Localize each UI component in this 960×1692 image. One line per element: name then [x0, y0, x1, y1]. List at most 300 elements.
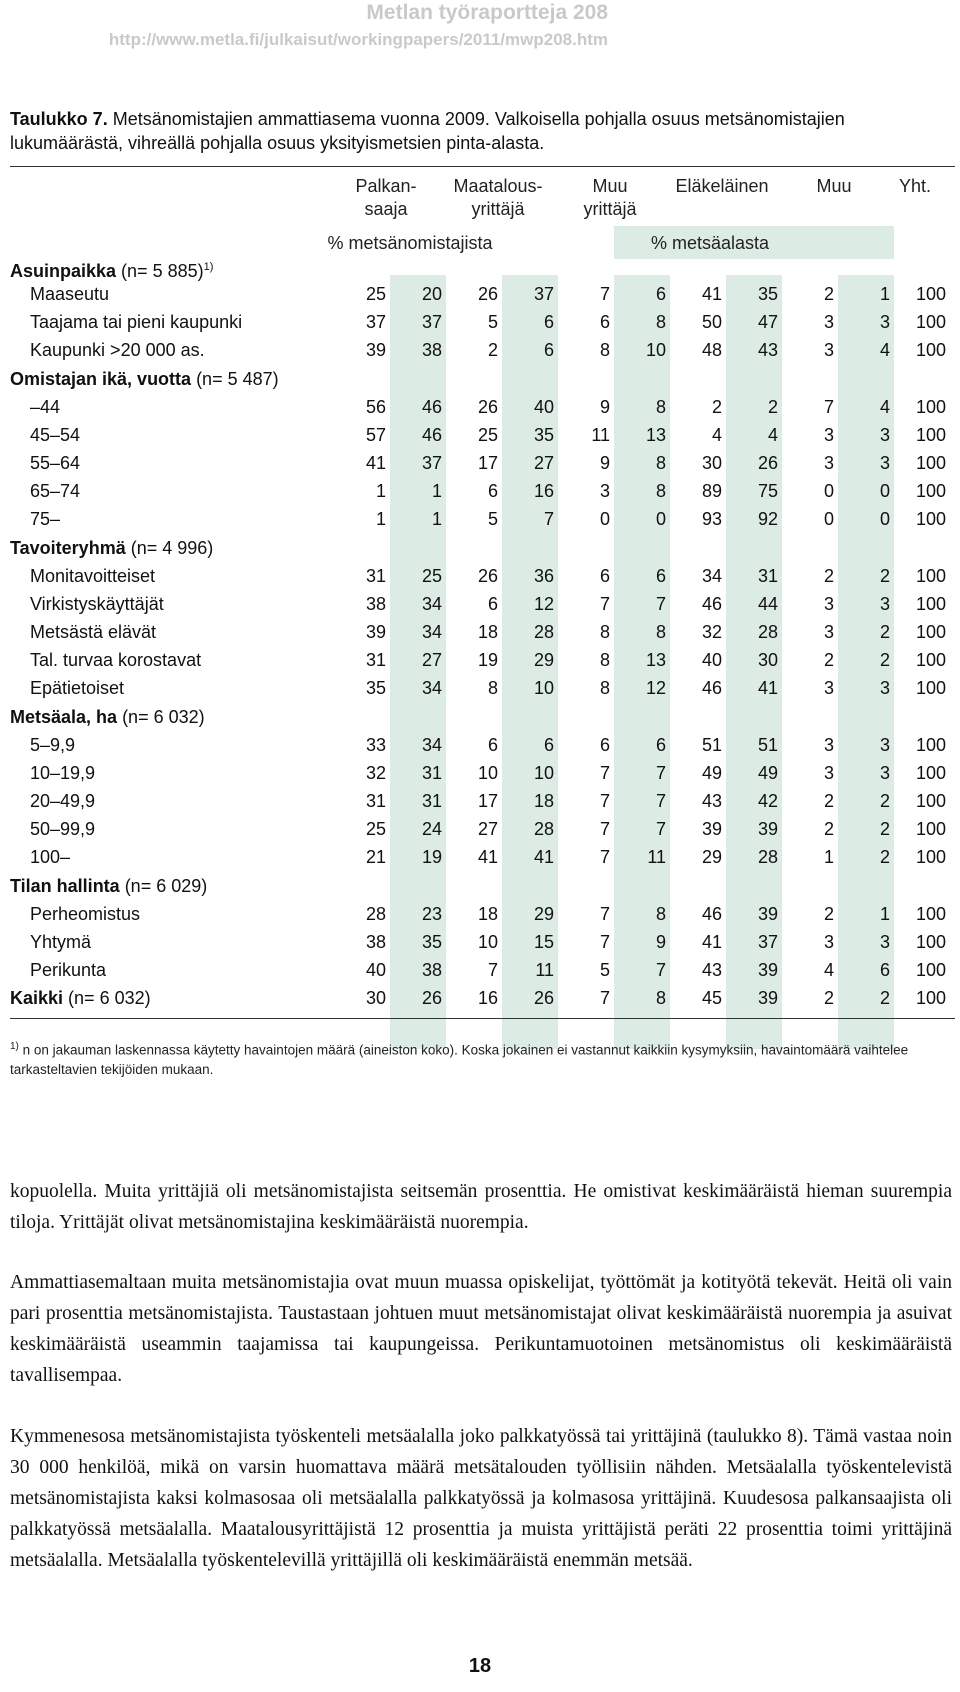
table-cell: 3 [879, 734, 890, 755]
table-footnote [10, 1037, 955, 1079]
table-cell: 38 [365, 593, 386, 614]
table-cell: 17 [477, 453, 498, 474]
table-cell: 1 [375, 481, 386, 502]
series-title: Metlan työraportteja 208 [366, 1, 608, 24]
table-cell: 7 [599, 988, 610, 1009]
table-cell: 33 [365, 734, 386, 755]
table-cell: 3 [823, 593, 834, 614]
table-cell: 5 [487, 312, 498, 333]
table-cell: 6 [543, 734, 554, 755]
table-cell: 41 [365, 453, 386, 474]
table-cell: 3 [879, 593, 890, 614]
table-cell: 100 [915, 903, 946, 924]
table-cell: 7 [599, 903, 610, 924]
table-cell: 6 [543, 312, 554, 333]
table-cell: 32 [365, 762, 386, 783]
table-cell: 9 [599, 453, 610, 474]
footnote-mark: 1) [10, 1041, 19, 1052]
table-cell: 39 [757, 988, 778, 1009]
table-cell: 0 [879, 509, 890, 530]
table-cell: 38 [421, 960, 442, 981]
table-cell: 25 [365, 819, 386, 840]
table-cell: 50 [701, 312, 722, 333]
column-header: Yht. [898, 176, 932, 196]
table-cell: 31 [365, 650, 386, 671]
footnote-text: n on jakauman laskennassa käytetty havaintojen määrä (aineiston koko). Koska jokainen ei vastannut kaikkiin kysymyksiin, havaintomäärä vaihtelee tarkasteltavien tekijöiden mukaan. [10, 1042, 909, 1077]
table-cell: 7 [599, 931, 610, 952]
table-row-label: Maaseutu [30, 284, 110, 304]
table-cell: 100 [915, 284, 946, 304]
table-cell: 3 [879, 931, 890, 952]
table-cell: 31 [421, 791, 442, 812]
table-row-label: 55–64 [30, 453, 81, 474]
table-row-label: Perheomistus [30, 903, 141, 924]
table-cell: 18 [477, 903, 498, 924]
table-cell: 25 [421, 565, 442, 586]
table-cell: 26 [477, 284, 498, 304]
table-cell: 30 [757, 650, 778, 671]
group-sample-size: (n= 5 487) [191, 368, 279, 389]
table-row-label: 5–9,9 [30, 734, 76, 755]
table-cell: 2 [879, 847, 890, 868]
table-cell: 24 [421, 819, 442, 840]
table-cell: 8 [655, 481, 666, 502]
table-cell: 1 [879, 284, 890, 304]
table-cell: 2 [823, 284, 834, 304]
table-cell: 7 [599, 819, 610, 840]
table-row-label: Tal. turvaa korostavat [30, 650, 202, 671]
table-cell: 19 [477, 650, 498, 671]
table-cell: 2 [879, 650, 890, 671]
table-cell: 1 [431, 509, 442, 530]
table-cell: 51 [757, 734, 778, 755]
table-cell: 1 [375, 509, 386, 530]
table-cell: 0 [655, 509, 666, 530]
table-cell: 8 [599, 340, 610, 361]
table-cell: 3 [823, 453, 834, 474]
table-cell: 1 [823, 847, 834, 868]
table-cell: 7 [599, 791, 610, 812]
table-cell: 2 [711, 396, 722, 417]
table-cell: 6 [599, 734, 610, 755]
table-cell: 3 [823, 678, 834, 699]
table-cell: 42 [757, 791, 778, 812]
table-cell: 17 [477, 791, 498, 812]
table-cell: 18 [477, 622, 498, 643]
table-cell: 89 [701, 481, 722, 502]
table-cell: 100 [915, 650, 946, 671]
table-cell: 1 [879, 903, 890, 924]
table-cell: 31 [757, 565, 778, 586]
table-cell: 34 [421, 593, 442, 614]
table-cell: 48 [701, 340, 722, 361]
table-cell: 7 [655, 791, 666, 812]
table-cell: 7 [655, 593, 666, 614]
table-row-label: 50–99,9 [30, 819, 96, 840]
table-cell: 36 [533, 565, 554, 586]
table-cell: 3 [823, 762, 834, 783]
table-cell: 3 [823, 340, 834, 361]
table-cell: 28 [533, 622, 554, 643]
table-cell: 6 [879, 960, 890, 981]
group-title: Omistajan ikä, vuotta [10, 368, 192, 389]
table-row-label: 65–74 [30, 481, 81, 502]
table-top-rule [10, 166, 955, 167]
table-cell: 6 [487, 593, 498, 614]
table-cell: 26 [757, 453, 778, 474]
group-title: Tilan hallinta [10, 875, 120, 896]
group-header [10, 367, 279, 391]
table-cell: 2 [823, 565, 834, 586]
table-cell: 45 [701, 988, 722, 1009]
table-cell: 7 [599, 762, 610, 783]
table-cell: 49 [701, 762, 722, 783]
table-cell: 15 [533, 931, 554, 952]
total-title: Kaikki [10, 988, 64, 1009]
table-cell: 0 [823, 481, 834, 502]
table-row-label: Virkistyskäyttäjät [30, 593, 164, 614]
table-cell: 100 [915, 340, 946, 361]
table-cell: 46 [421, 396, 442, 417]
table-cell: 100 [915, 791, 946, 812]
table-cell: 100 [915, 847, 946, 868]
table-cell: 11 [647, 847, 666, 868]
footnote-ref: 1) [203, 261, 214, 273]
table-cell: 41 [477, 847, 498, 868]
table-row-label: 10–19,9 [30, 762, 96, 783]
table-cell: 32 [701, 622, 722, 643]
table-cell: 4 [767, 424, 778, 445]
table-cell: 39 [701, 819, 722, 840]
table-cell: 40 [533, 396, 554, 417]
table-cell: 28 [533, 819, 554, 840]
table-cell: 100 [915, 453, 946, 474]
table-cell: 12 [533, 593, 554, 614]
group-header [10, 705, 205, 729]
table-cell: 3 [823, 312, 834, 333]
table-cell: 3 [823, 931, 834, 952]
table-row-label: 20–49,9 [30, 791, 96, 812]
total-sample-size: (n= 6 032) [63, 988, 151, 1009]
table-cell: 38 [365, 931, 386, 952]
subhead-area-percent: % metsäalasta [650, 233, 770, 253]
table-bottom-rule [10, 1018, 955, 1019]
table-cell: 6 [487, 734, 498, 755]
table-cell: 26 [533, 988, 554, 1009]
group-sample-size: (n= 6 029) [119, 875, 208, 896]
table-cell: 3 [879, 453, 890, 474]
column-header: Palkan- saaja [355, 176, 417, 219]
table-cell: 46 [701, 903, 722, 924]
table-cell: 2 [823, 650, 834, 671]
table-cell: 26 [421, 988, 442, 1009]
table-cell: 30 [701, 453, 722, 474]
table-cell: 7 [543, 509, 554, 530]
table-cell: 56 [365, 396, 386, 417]
table-cell: 37 [421, 453, 442, 474]
table-cell: 19 [421, 847, 442, 868]
table-cell: 6 [655, 284, 666, 304]
table-row-label: 75– [30, 509, 61, 530]
table-cell: 43 [757, 340, 778, 361]
table-row-label: Epätietoiset [30, 678, 125, 699]
table-cell: 3 [823, 622, 834, 643]
table-cell: 7 [599, 593, 610, 614]
table-cell: 41 [701, 284, 722, 304]
table-cell: 16 [477, 988, 498, 1009]
table-cell: 8 [599, 622, 610, 643]
table-cell: 18 [533, 791, 554, 812]
table-cell: 43 [701, 791, 722, 812]
table-cell: 8 [655, 988, 666, 1009]
table-cell: 44 [757, 593, 778, 614]
table-cell: 41 [533, 847, 554, 868]
column-header: Eläkeläinen [675, 176, 769, 196]
table-cell: 38 [421, 340, 442, 361]
table-row-label: Monitavoitteiset [30, 565, 156, 586]
table-row-label: 45–54 [30, 424, 81, 445]
table-cell: 16 [533, 481, 554, 502]
table-cell: 4 [711, 424, 722, 445]
table-cell: 13 [645, 424, 666, 445]
table-cell: 100 [915, 593, 946, 614]
table-cell: 100 [915, 678, 946, 699]
subhead-owners-percent: % metsänomistajista [327, 233, 493, 253]
column-header: Muu yrittäjä [583, 176, 637, 219]
table-cell: 100 [915, 762, 946, 783]
table-cell: 31 [421, 762, 442, 783]
table-cell: 11 [535, 960, 554, 981]
table-cell: 100 [915, 424, 946, 445]
table-cell: 7 [599, 284, 610, 304]
table-cell: 3 [879, 312, 890, 333]
table-cell: 37 [421, 312, 442, 333]
table-cell: 92 [757, 509, 778, 530]
group-title: Tavoiteryhmä [10, 537, 126, 558]
table-cell: 93 [701, 509, 722, 530]
table-caption-label: Taulukko 7. [10, 109, 108, 129]
table-cell: 8 [655, 622, 666, 643]
table-cell: 100 [915, 622, 946, 643]
table-cell: 30 [365, 988, 386, 1009]
table-cell: 34 [421, 734, 442, 755]
table-cell: 46 [701, 678, 722, 699]
table-cell: 2 [487, 340, 498, 361]
table-cell: 3 [879, 762, 890, 783]
table-cell: 37 [757, 931, 778, 952]
table-cell: 0 [879, 481, 890, 502]
table-cell: 35 [533, 424, 554, 445]
table-cell: 3 [823, 424, 834, 445]
group-header [10, 536, 213, 560]
table-cell: 37 [365, 312, 386, 333]
table-cell: 21 [365, 847, 386, 868]
table-cell: 41 [757, 678, 778, 699]
table-cell: 47 [757, 312, 778, 333]
table-cell: 2 [879, 791, 890, 812]
table-cell: 8 [487, 678, 498, 699]
table-cell: 9 [599, 396, 610, 417]
table-cell: 35 [757, 284, 778, 304]
table-cell: 46 [421, 424, 442, 445]
table-cell: 43 [701, 960, 722, 981]
table-cell: 6 [599, 565, 610, 586]
table-cell: 100 [915, 396, 946, 417]
table-cell: 27 [533, 453, 554, 474]
table-cell: 100 [915, 312, 946, 333]
table-cell: 28 [757, 847, 778, 868]
table-row-label: Metsästä elävät [30, 622, 157, 643]
table-cell: 3 [599, 481, 610, 502]
table-cell: 6 [599, 312, 610, 333]
table-cell: 75 [757, 481, 778, 502]
table-cell: 35 [421, 931, 442, 952]
table-cell: 35 [365, 678, 386, 699]
table-cell: 29 [701, 847, 722, 868]
table-row-label: Kaupunki >20 000 as. [30, 340, 205, 361]
table-cell: 25 [477, 424, 498, 445]
table-row-label: Perikunta [30, 960, 107, 981]
table-cell: 2 [823, 819, 834, 840]
table-cell: 3 [879, 424, 890, 445]
table-cell: 41 [701, 931, 722, 952]
table-cell: 7 [487, 960, 498, 981]
table-cell: 100 [915, 481, 946, 502]
group-title: Metsäala, ha [10, 706, 118, 727]
table-row-label: 100– [30, 847, 71, 868]
table-cell: 8 [655, 453, 666, 474]
group-sample-size: (n= 5 885) [116, 261, 204, 281]
table-cell: 10 [533, 678, 554, 699]
table-cell: 8 [655, 903, 666, 924]
table-cell: 7 [823, 396, 834, 417]
table-cell: 39 [757, 903, 778, 924]
table-cell: 10 [477, 762, 498, 783]
table-cell: 23 [421, 903, 442, 924]
table-cell: 7 [655, 819, 666, 840]
table-cell: 2 [823, 791, 834, 812]
table-row-label: Taajama tai pieni kaupunki [30, 312, 243, 333]
table-cell: 40 [365, 960, 386, 981]
table-cell: 39 [757, 960, 778, 981]
table-cell: 6 [655, 734, 666, 755]
table-cell: 1 [431, 481, 442, 502]
column-header: Muu [816, 176, 852, 196]
column-header: Maatalous- yrittäjä [453, 176, 543, 219]
table-cell: 46 [701, 593, 722, 614]
table-cell: 51 [701, 734, 722, 755]
table-cell: 8 [599, 678, 610, 699]
table-cell: 3 [823, 734, 834, 755]
table-cell: 37 [533, 284, 554, 304]
body-paragraph-1: kopuolella. Muita yrittäjiä oli metsänomistajista seitsemän prosenttia. He omistivat keskimääräistä hieman suurempia tiloja. Yrittäjät olivat metsänomistajina keskimääräistä nuorempia. [10, 1181, 952, 1233]
table-cell: 7 [655, 762, 666, 783]
table-cell: 100 [915, 509, 946, 530]
table-cell: 26 [477, 565, 498, 586]
table-cell: 31 [365, 791, 386, 812]
table-cell: 2 [823, 903, 834, 924]
group-sample-size: (n= 6 032) [117, 706, 205, 727]
table-cell: 31 [365, 565, 386, 586]
body-paragraph-2: Ammattiasemaltaan muita metsänomistajia ovat muun muassa opiskelijat, työttömät ja kotityötä tekevät. Heitä oli vain pari prosenttia metsänomistajista. Taustastaan johtuen muut metsänomistajat olivat keskimääräistä nuorempia ja asuivat keskimääräistä useammin taajamissa tai kaupungeissa. Perikuntamuotoinen metsänomistus oli keskimääräistä tavallisempaa. [10, 1272, 952, 1386]
table-cell: 2 [879, 819, 890, 840]
table-cell: 3 [879, 678, 890, 699]
table-cell: 2 [879, 565, 890, 586]
table-cell: 27 [421, 650, 442, 671]
table-cell: 100 [915, 734, 946, 755]
table-cell: 8 [655, 396, 666, 417]
series-url[interactable]: http://www.metla.fi/julkaisut/workingpapers/2011/mwp208.htm [108, 30, 608, 49]
table-caption [10, 107, 955, 155]
table-cell: 39 [757, 819, 778, 840]
group-header [10, 874, 207, 898]
table-cell: 0 [823, 509, 834, 530]
table-cell: 25 [365, 284, 386, 304]
table-cell: 34 [701, 565, 722, 586]
table-cell: 10 [645, 340, 666, 361]
table-cell: 39 [365, 340, 386, 361]
table-cell: 2 [879, 988, 890, 1009]
table-cell: 6 [543, 340, 554, 361]
table-cell: 8 [655, 312, 666, 333]
table-cell: 4 [879, 396, 890, 417]
table-cell: 28 [757, 622, 778, 643]
page-number: 18 [468, 1655, 492, 1677]
table-cell: 11 [591, 424, 610, 445]
table-cell: 27 [477, 819, 498, 840]
table-cell: 7 [599, 847, 610, 868]
table-row-label: –44 [30, 396, 61, 417]
table-cell: 4 [879, 340, 890, 361]
table-cell: 26 [477, 396, 498, 417]
table-cell: 5 [487, 509, 498, 530]
table-cell: 49 [757, 762, 778, 783]
table-cell: 2 [767, 396, 778, 417]
table-cell: 100 [915, 988, 946, 1009]
table-cell: 7 [655, 960, 666, 981]
table-cell: 0 [599, 509, 610, 530]
table-cell: 34 [421, 622, 442, 643]
table-cell: 100 [915, 931, 946, 952]
table-cell: 100 [915, 960, 946, 981]
table-cell: 10 [477, 931, 498, 952]
table-cell: 100 [915, 565, 946, 586]
table-cell: 40 [701, 650, 722, 671]
table-cell: 6 [655, 565, 666, 586]
group-sample-size: (n= 4 996) [125, 537, 214, 558]
table-cell: 9 [655, 931, 666, 952]
table-cell: 12 [645, 678, 666, 699]
table-row-label: Yhtymä [30, 931, 92, 952]
table-cell: 6 [487, 481, 498, 502]
table-cell: 29 [533, 650, 554, 671]
table-cell: 34 [421, 678, 442, 699]
group-title: Asuinpaikka [10, 261, 117, 281]
table-cell: 57 [365, 424, 386, 445]
table-cell: 2 [879, 622, 890, 643]
table-cell: 8 [599, 650, 610, 671]
table-cell: 5 [599, 960, 610, 981]
table-cell: 13 [645, 650, 666, 671]
table-cell: 29 [533, 903, 554, 924]
table-cell: 28 [365, 903, 386, 924]
body-paragraph-3: Kymmenesosa metsänomistajista työskenteli metsäalalla joko palkkatyössä tai yrittäjinä (taulukko 8). Tämä vastaa noin 30 000 henkilöä, mikä on varsin huomattava määrä metsätalouden työllisiin nähden. Metsäalalla työskentelevistä metsänomistajista kaksi kolmasosaa oli metsäalalla palkkatyössä ja kolmasosa yrittäjinä. Kuudesosa palkansaajista oli palkkatyössä metsäalalla. Maatalousyrittäjistä 12 prosenttia ja muista yrittäjistä peräti 22 prosenttia toimi yrittäjinä metsäalalla. Metsäalalla työskentelevillä yrittäjillä oli keskimääräistä enemmän metsää. [10, 1426, 952, 1571]
table-caption-text: Metsänomistajien ammattiasema vuonna 2009. Valkoisella pohjalla osuus metsänomistajien lukumäärästä, vihreällä pohjalla osuus yksityismetsien pinta-alasta. [10, 109, 845, 153]
table-cell: 39 [365, 622, 386, 643]
table-cell: 20 [421, 284, 442, 304]
table-cell: 10 [533, 762, 554, 783]
table-cell: 4 [823, 960, 834, 981]
